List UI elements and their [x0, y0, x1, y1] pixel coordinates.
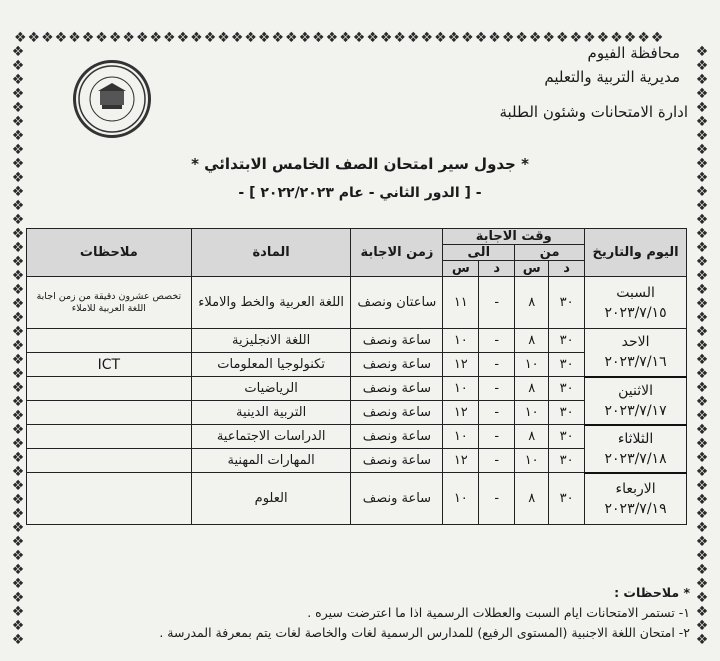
to-minutes-cell: -	[479, 377, 515, 401]
note-item: ١- تستمر الامتحانات ايام السبت والعطلات الرسمية اذا ما اعترضت سيره .	[307, 605, 690, 620]
duration-cell: ساعتان ونصف	[351, 277, 443, 329]
from-minutes-cell: ٣٠	[549, 401, 585, 425]
note-cell	[27, 329, 192, 353]
from-hours-cell: ٨	[515, 473, 549, 525]
table-row	[27, 377, 687, 401]
from-hours-cell: ١٠	[515, 353, 549, 377]
day-date-cell: الاربعاء ٢٠٢٣/٧/١٩	[585, 473, 687, 525]
header-subject: المادة	[191, 229, 351, 277]
to-hours-cell: ١٢	[443, 353, 479, 377]
table-row	[27, 425, 687, 449]
to-hours-cell: ١٠	[443, 473, 479, 525]
header-hours: س	[443, 261, 479, 277]
to-hours-cell: ١٠	[443, 329, 479, 353]
header-from: من	[515, 245, 585, 261]
document-title: * جدول سير امتحان الصف الخامس الابتدائي *	[191, 155, 529, 173]
note-cell	[27, 449, 192, 473]
to-minutes-cell: -	[479, 353, 515, 377]
duration-cell: ساعة ونصف	[351, 401, 443, 425]
department-name: ادارة الامتحانات وشئون الطلبة	[499, 103, 688, 121]
duration-cell: ساعة ونصف	[351, 449, 443, 473]
subject-cell: المهارات المهنية	[191, 449, 351, 473]
note-cell	[27, 425, 192, 449]
header-notes: ملاحظات	[27, 229, 192, 277]
table-row	[27, 329, 687, 353]
directorate-name: مديرية التربية والتعليم	[544, 68, 680, 86]
duration-cell: ساعة ونصف	[351, 377, 443, 401]
to-minutes-cell: -	[479, 473, 515, 525]
from-minutes-cell: ٣٠	[549, 473, 585, 525]
decorative-border-top: ❖❖❖❖❖❖❖❖❖❖❖❖❖❖❖❖❖❖❖❖❖❖❖❖❖❖❖❖❖❖❖❖❖❖❖❖❖❖❖❖❖❖❖❖❖❖❖❖	[14, 31, 665, 46]
subject-cell: العلوم	[191, 473, 351, 525]
from-minutes-cell: ٣٠	[549, 329, 585, 353]
header-minutes: د	[479, 261, 515, 277]
notes-section	[30, 583, 690, 643]
to-hours-cell: ١٠	[443, 425, 479, 449]
header-day-date: اليوم والتاريخ	[585, 229, 687, 277]
from-minutes-cell: ٣٠	[549, 377, 585, 401]
note-cell	[27, 377, 192, 401]
day-date-cell: السبت ٢٠٢٣/٧/١٥	[585, 277, 687, 329]
subject-cell: التربية الدينية	[191, 401, 351, 425]
from-minutes-cell: ٣٠	[549, 277, 585, 329]
note-cell: تخصص عشرون دقيقة من زمن اجابة اللغة العربية للاملاء	[27, 277, 192, 329]
exam-schedule-table	[26, 228, 687, 525]
subject-cell: الدراسات الاجتماعية	[191, 425, 351, 449]
ministry-seal-icon	[73, 60, 151, 138]
from-hours-cell: ٨	[515, 377, 549, 401]
from-minutes-cell: ٣٠	[549, 425, 585, 449]
from-hours-cell: ٨	[515, 425, 549, 449]
subject-cell: الرياضيات	[191, 377, 351, 401]
decorative-border-right: ❖❖❖❖❖❖❖❖❖❖❖❖❖❖❖❖❖❖❖❖❖❖❖❖❖❖❖❖❖❖❖❖❖❖❖❖❖❖❖❖❖❖❖	[695, 45, 709, 648]
decorative-border-left: ❖❖❖❖❖❖❖❖❖❖❖❖❖❖❖❖❖❖❖❖❖❖❖❖❖❖❖❖❖❖❖❖❖❖❖❖❖❖❖❖❖❖❖	[11, 45, 25, 648]
subject-cell: تكنولوجيا المعلومات	[191, 353, 351, 377]
duration-cell: ساعة ونصف	[351, 473, 443, 525]
day-date-cell: الثلاثاء ٢٠٢٣/٧/١٨	[585, 425, 687, 473]
from-hours-cell: ٨	[515, 329, 549, 353]
to-minutes-cell: -	[479, 449, 515, 473]
note-cell	[27, 473, 192, 525]
duration-cell: ساعة ونصف	[351, 353, 443, 377]
note-cell: ICT	[27, 353, 192, 377]
duration-cell: ساعة ونصف	[351, 425, 443, 449]
to-hours-cell: ١١	[443, 277, 479, 329]
note-item: ٢- امتحان اللغة الاجنبية (المستوى الرفيع) للمدارس الرسمية لغات والخاصة لغات يتم بمعرفة المدرسة .	[159, 625, 690, 640]
to-hours-cell: ١٠	[443, 377, 479, 401]
day-date-cell: الاثنين ٢٠٢٣/٧/١٧	[585, 377, 687, 425]
header-minutes: د	[549, 261, 585, 277]
from-hours-cell: ١٠	[515, 401, 549, 425]
governorate-name: محافظة الفيوم	[587, 44, 680, 62]
note-cell	[27, 401, 192, 425]
header-duration: زمن الاجابة	[351, 229, 443, 277]
to-hours-cell: ١٢	[443, 401, 479, 425]
from-minutes-cell: ٣٠	[549, 449, 585, 473]
table-row	[27, 277, 687, 329]
to-minutes-cell: -	[479, 401, 515, 425]
day-date-cell: الاحد ٢٠٢٣/٧/١٦	[585, 329, 687, 377]
table-row	[27, 473, 687, 525]
header-hours: س	[515, 261, 549, 277]
document-subtitle: - [ الدور الثاني - عام ٢٠٢٢/٢٠٢٣ ] -	[238, 185, 482, 201]
to-minutes-cell: -	[479, 425, 515, 449]
from-minutes-cell: ٣٠	[549, 353, 585, 377]
from-hours-cell: ١٠	[515, 449, 549, 473]
subject-cell: اللغة العربية والخط والاملاء	[191, 277, 351, 329]
from-hours-cell: ٨	[515, 277, 549, 329]
to-hours-cell: ١٢	[443, 449, 479, 473]
notes-heading: * ملاحظات :	[614, 585, 690, 600]
header-answer-time: وقت الاجابة	[443, 229, 585, 245]
duration-cell: ساعة ونصف	[351, 329, 443, 353]
to-minutes-cell: -	[479, 329, 515, 353]
to-minutes-cell: -	[479, 277, 515, 329]
subject-cell: اللغة الانجليزية	[191, 329, 351, 353]
header-to: الى	[443, 245, 515, 261]
